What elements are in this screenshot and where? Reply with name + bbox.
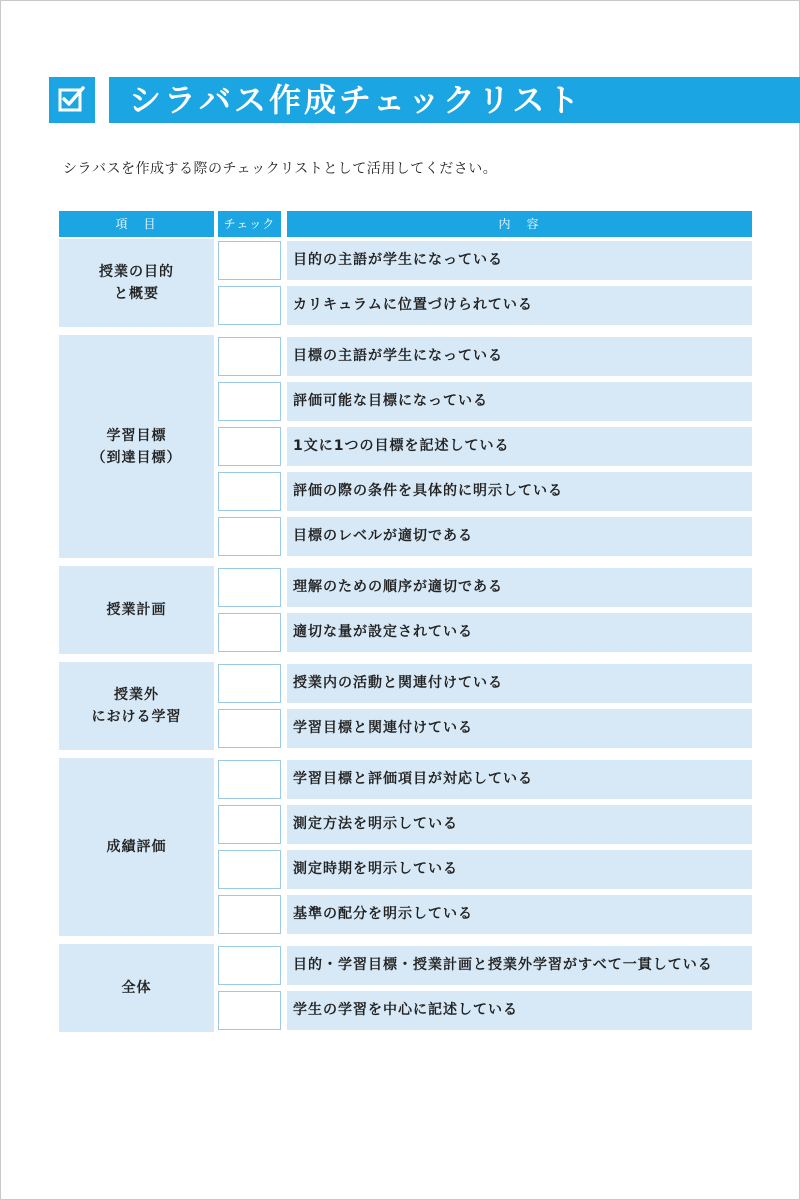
group-label bbox=[59, 758, 214, 936]
group-label bbox=[59, 662, 214, 750]
check-box[interactable] bbox=[218, 337, 281, 376]
checklist-item: 基準の配分を明示している bbox=[287, 895, 752, 934]
check-box[interactable] bbox=[218, 427, 281, 466]
check-box[interactable] bbox=[218, 286, 281, 325]
checklist-item: 測定時期を明示している bbox=[287, 850, 752, 889]
check-box[interactable] bbox=[218, 805, 281, 844]
check-box[interactable] bbox=[218, 241, 281, 280]
checklist-item: 学習目標と関連付けている bbox=[287, 709, 752, 748]
checklist-item: 評価の際の条件を具体的に明示している bbox=[287, 472, 752, 511]
page-header bbox=[49, 77, 800, 123]
check-box[interactable] bbox=[218, 472, 281, 511]
group-label-text: 学習目標 （到達目標） bbox=[91, 427, 182, 466]
group-label bbox=[59, 239, 214, 327]
check-box[interactable] bbox=[218, 517, 281, 556]
group-label-text: 成績評価 bbox=[106, 839, 167, 855]
check-box[interactable] bbox=[218, 895, 281, 934]
group-label bbox=[59, 335, 214, 558]
checklist-item: 目的の主語が学生になっている bbox=[287, 241, 752, 280]
column-header-check: チェック bbox=[218, 211, 281, 237]
group-label bbox=[59, 944, 214, 1032]
checklist-item: 適切な量が設定されている bbox=[287, 613, 752, 652]
checklist-item: 目標のレベルが適切である bbox=[287, 517, 752, 556]
group-label-text: 全体 bbox=[121, 980, 152, 996]
checklist-item: 理解のための順序が適切である bbox=[287, 568, 752, 607]
check-box[interactable] bbox=[218, 709, 281, 748]
checklist-item: 目的・学習目標・授業計画と授業外学習がすべて一貫している bbox=[287, 946, 752, 985]
column-header-item: 項 目 bbox=[59, 211, 214, 237]
check-box[interactable] bbox=[218, 760, 281, 799]
checklist-item: 1文に1つの目標を記述している bbox=[287, 427, 752, 466]
check-box[interactable] bbox=[218, 850, 281, 889]
check-box[interactable] bbox=[218, 991, 281, 1030]
checklist-item: 授業内の活動と関連付けている bbox=[287, 664, 752, 703]
checklist-item: 評価可能な目標になっている bbox=[287, 382, 752, 421]
checklist-item: 学生の学習を中心に記述している bbox=[287, 991, 752, 1030]
title-divider bbox=[105, 77, 109, 123]
check-box[interactable] bbox=[218, 568, 281, 607]
check-box[interactable] bbox=[218, 664, 281, 703]
group-label-text: 授業計画 bbox=[106, 602, 167, 618]
check-box[interactable] bbox=[218, 382, 281, 421]
page-title: シラバス作成チェックリスト bbox=[129, 81, 583, 119]
checklist-item: カリキュラムに位置づけられている bbox=[287, 286, 752, 325]
column-header-content: 内 容 bbox=[287, 211, 752, 237]
checklist-icon bbox=[49, 77, 95, 123]
checklist-item: 測定方法を明示している bbox=[287, 805, 752, 844]
group-label-text: 授業の目的 と概要 bbox=[99, 264, 174, 302]
check-box[interactable] bbox=[218, 946, 281, 985]
check-box[interactable] bbox=[218, 613, 281, 652]
intro-text: シラバスを作成する際のチェックリストとして活用してください。 bbox=[63, 161, 498, 177]
checklist-item: 学習目標と評価項目が対応している bbox=[287, 760, 752, 799]
group-label bbox=[59, 566, 214, 654]
group-label-text: 授業外 における学習 bbox=[91, 687, 182, 725]
checklist-item: 目標の主語が学生になっている bbox=[287, 337, 752, 376]
